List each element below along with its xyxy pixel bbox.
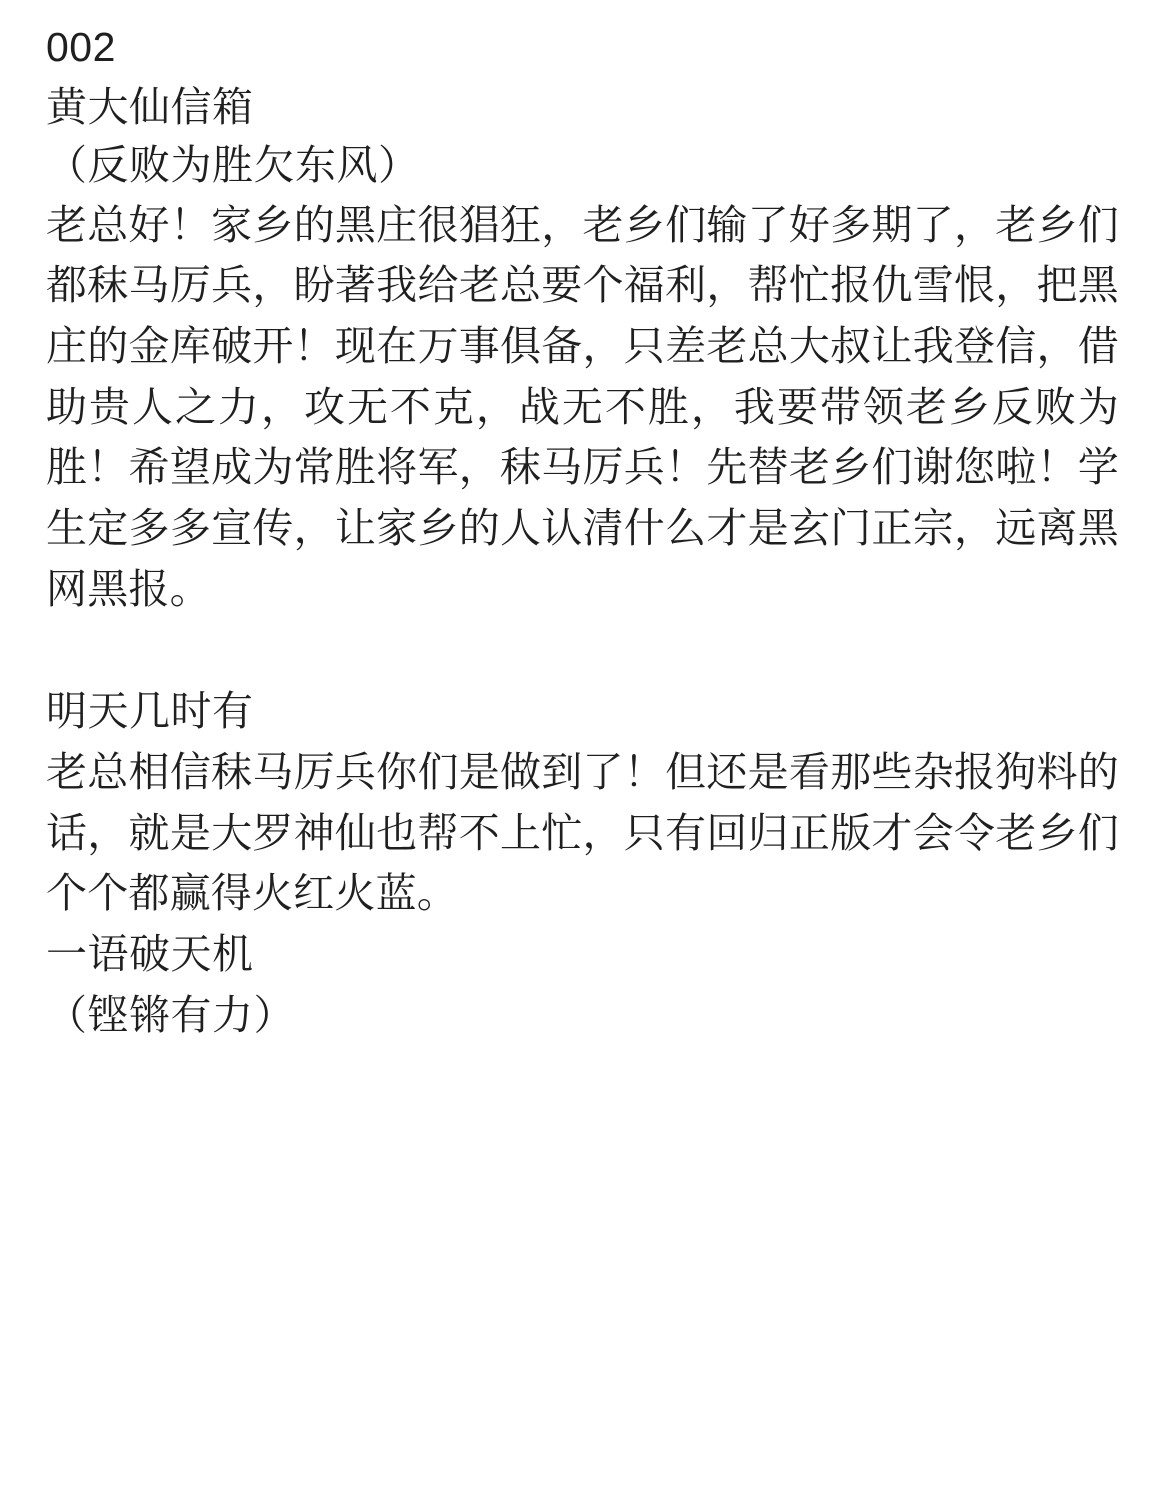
closing-section-title: 一语破天机 (46, 931, 254, 978)
paragraph-spacer (46, 619, 1119, 681)
reply-section-title: 明天几时有 (46, 688, 254, 735)
document-subtitle: （反败为胜欠东风） (46, 142, 420, 189)
document-id: 002 (46, 24, 116, 70)
reply-body-paragraph: 老总相信秣马厉兵你们是做到了！但还是看那些杂报狗料的话，就是大罗神仙也帮不上忙，只有回归正版才会令老乡们个个都赢得火红火蓝。 (46, 749, 1119, 917)
closing-note: （铿锵有力） (46, 991, 295, 1038)
letter-body-paragraph: 老总好！家乡的黑庄很猖狂，老乡们输了好多期了，老乡们都秣马厉兵，盼著我给老总要个福利，帮忙报仇雪恨，把黑庄的金库破开！现在万事俱备，只差老总大叔让我登信，借助贵人之力，攻无不克，战无不胜，我要带领老乡反败为胜！希望成为常胜将军，秣马厉兵！先替老乡们谢您啦！学生定多多宣传，让家乡的人认清什么才是玄门正宗，远离黑网黑报。 (46, 201, 1119, 612)
document-title: 黄大仙信箱 (46, 84, 254, 131)
